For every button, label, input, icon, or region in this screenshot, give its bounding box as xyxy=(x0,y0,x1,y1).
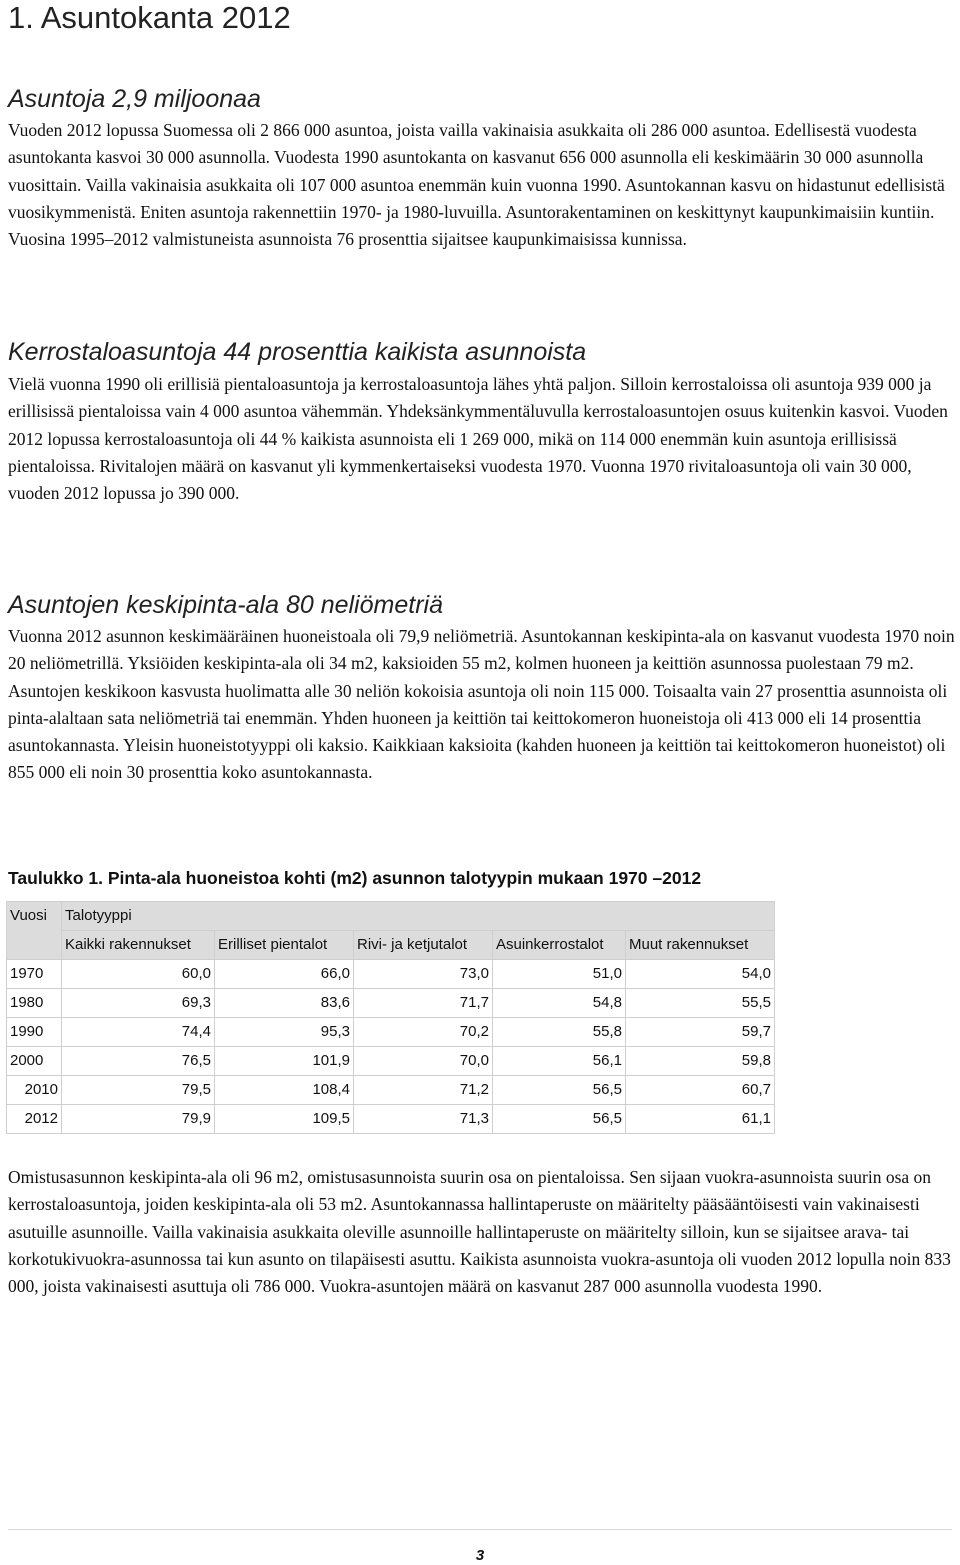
value-cell: 95,3 xyxy=(215,1018,354,1047)
value-cell: 101,9 xyxy=(215,1047,354,1076)
value-cell: 59,8 xyxy=(626,1047,775,1076)
value-cell: 51,0 xyxy=(493,960,626,989)
value-cell: 79,9 xyxy=(62,1105,215,1134)
value-cell: 54,8 xyxy=(493,989,626,1018)
value-cell: 55,5 xyxy=(626,989,775,1018)
table-row xyxy=(7,960,775,989)
value-cell: 66,0 xyxy=(215,960,354,989)
column-header: Kaikki rakennukset xyxy=(62,931,215,960)
value-cell: 70,2 xyxy=(354,1018,493,1047)
value-cell: 56,1 xyxy=(493,1047,626,1076)
table-row xyxy=(7,989,775,1018)
section-heading-asuntoja: Asuntoja 2,9 miljoonaa xyxy=(8,85,261,113)
area-table xyxy=(6,901,775,1134)
value-cell: 76,5 xyxy=(62,1047,215,1076)
table-title: Taulukko 1. Pinta-ala huoneistoa kohti (m2) asunnon talotyypin mukaan 1970 –2012 xyxy=(8,868,702,888)
value-cell: 56,5 xyxy=(493,1105,626,1134)
value-cell: 71,2 xyxy=(354,1076,493,1105)
table-row xyxy=(7,1076,775,1105)
year-cell: 2012 xyxy=(7,1105,62,1134)
value-cell: 54,0 xyxy=(626,960,775,989)
value-cell: 70,0 xyxy=(354,1047,493,1076)
value-cell: 69,3 xyxy=(62,989,215,1018)
page-title: 1. Asuntokanta 2012 xyxy=(8,0,291,35)
value-cell: 83,6 xyxy=(215,989,354,1018)
value-cell: 74,4 xyxy=(62,1018,215,1047)
column-header: Erilliset pientalot xyxy=(215,931,354,960)
page-number: 3 xyxy=(475,1547,485,1564)
year-header: Vuosi xyxy=(7,902,62,960)
value-cell: 73,0 xyxy=(354,960,493,989)
value-cell: 60,7 xyxy=(626,1076,775,1105)
value-cell: 71,7 xyxy=(354,989,493,1018)
value-cell: 61,1 xyxy=(626,1105,775,1134)
table-header-row xyxy=(7,902,775,931)
section-paragraph-kerrostalo: Vielä vuonna 1990 oli erillisiä pientaloasuntoja ja kerrostaloasuntoja lähes yhtä paljon. Silloin kerrostaloissa oli asuntoja 939 000 ja erillisissä pientaloissa vain 4 000 asuntoa vähemmän. Yhdeksänkymmentäluvulla kerrostaloasuntojen osuus kuitenkin kasvoi. Vuoden 2012 lopussa kerrostaloasuntoja oli 44 % kaikista asunnoista eli 1 269 000, mikä on 114 000 enemmän kuin asuntoja erillisissä pientaloissa. Rivitalojen määrä on kasvanut yli kymmenkertaiseksi vuodesta 1970. Vuonna 1970 rivitaloasuntoja oli vain 30 000, vuoden 2012 lopussa jo 390 000. xyxy=(8,374,948,504)
table-row xyxy=(7,1018,775,1047)
column-header: Muut rakennukset xyxy=(626,931,775,960)
column-header: Asuinkerrostalot xyxy=(493,931,626,960)
year-cell: 1980 xyxy=(7,989,62,1018)
section-heading-keskipinta-ala: Asuntojen keskipinta-ala 80 neliömetriä xyxy=(8,591,443,619)
value-cell: 71,3 xyxy=(354,1105,493,1134)
section-heading-kerrostalo: Kerrostaloasuntoja 44 prosenttia kaikista asunnoista xyxy=(8,338,587,366)
value-cell: 108,4 xyxy=(215,1076,354,1105)
footer-divider xyxy=(8,1529,952,1530)
section-paragraph-keskipinta-ala: Vuonna 2012 asunnon keskimääräinen huoneistoala oli 79,9 neliömetriä. Asuntokannan keskipinta-ala on kasvanut vuodesta 1970 noin 20 neliömetrillä. Yksiöiden keskipinta-ala oli 34 m2, kaksioiden 55 m2, kolmen huoneen ja keittiön asunnossa puolestaan 79 m2. Asuntojen keskikoon kasvusta huolimatta alle 30 neliön kokoisia asuntoja oli noin 115 000. Toisaalta vain 27 prosenttia asunnoista oli pinta-alaltaan sata neliömetriä tai enemmän. Yhden huoneen ja keittiön tai keittokomeron huoneistoja oli 413 000 eli 14 prosenttia asuntokannasta. Yleisin huoneistotyyppi oli kaksio. Kaikkiaan kaksioita (kahden huoneen ja keittiön tai keittokomeron huoneistot) oli 855 000 eli noin 30 prosenttia koko asuntokannasta. xyxy=(8,626,955,783)
value-cell: 55,8 xyxy=(493,1018,626,1047)
year-cell: 1970 xyxy=(7,960,62,989)
table-row xyxy=(7,1047,775,1076)
section-paragraph-asuntoja: Vuoden 2012 lopussa Suomessa oli 2 866 000 asuntoa, joista vailla vakinaisia asukkaita oli 286 000 asuntoa. Edellisestä vuodesta asuntokanta kasvoi 30 000 asunnolla. Vuodesta 1990 asuntokanta on kasvanut 656 000 asunnolla eli keskimäärin 30 000 asunnolla vuosittain. Vailla vakinaisia asukkaita oli 107 000 asuntoa enemmän kuin vuonna 1990. Asuntokannan kasvu on hidastunut edellisistä vuosikymmenistä. Eniten asuntoja rakennettiin 1970- ja 1980-luvuilla. Asuntorakentaminen on keskittynyt kaupunkimaisiin kuntiin. Vuosina 1995–2012 valmistuneista asunnoista 76 prosenttia sijaitsee kaupunkimaisissa kunnissa. xyxy=(8,120,945,250)
year-cell: 2000 xyxy=(7,1047,62,1076)
value-cell: 60,0 xyxy=(62,960,215,989)
value-cell: 79,5 xyxy=(62,1076,215,1105)
value-cell: 59,7 xyxy=(626,1018,775,1047)
table-row xyxy=(7,1105,775,1134)
year-cell: 2010 xyxy=(7,1076,62,1105)
group-header: Talotyyppi xyxy=(62,902,775,931)
year-cell: 1990 xyxy=(7,1018,62,1047)
value-cell: 109,5 xyxy=(215,1105,354,1134)
column-header: Rivi- ja ketjutalot xyxy=(354,931,493,960)
closing-paragraph: Omistusasunnon keskipinta-ala oli 96 m2, omistusasunnoista suurin osa on pientaloissa. Sen sijaan vuokra-asunnoista suurin osa on kerrostaloasuntoja, joiden keskipinta-ala oli 53 m2. Asuntokannassa hallintaperuste on määritelty pääsääntöisesti vain vakinaisesti asutuille asunnoille. Vailla vakinaisia asukkaita oleville asunnoille hallintaperuste on määritelty silloin, kun se sijaitsee arava- tai korkotukivuokra-asunnossa tai kun asunto on tilapäisesti asuttu. Kaikista asunnoista vuokra-asuntoja oli vuoden 2012 lopulla noin 833 000, joista vakinaisesti asuttuja oli 786 000. Vuokra-asuntojen määrä on kasvanut 287 000 asunnolla vuodesta 1990. xyxy=(8,1167,951,1297)
value-cell: 56,5 xyxy=(493,1076,626,1105)
table-subheader-row xyxy=(7,931,775,960)
